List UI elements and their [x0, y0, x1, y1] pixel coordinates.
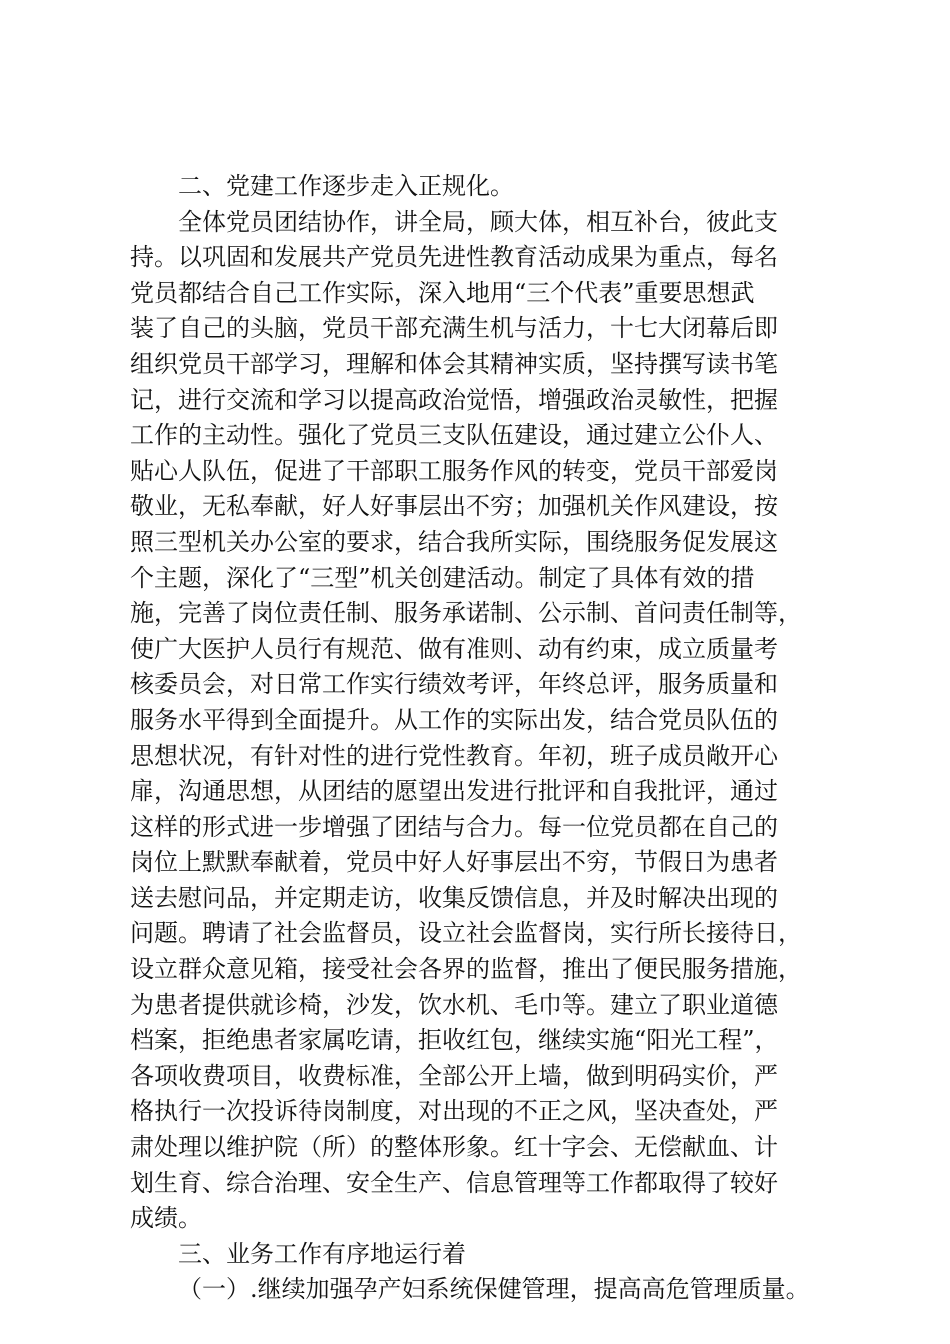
body-line: 工作的主动性。强化了党员三支队伍建设，通过建立公仆人、 [130, 421, 778, 450]
body-line: 扉，沟通思想，从团结的愿望出发进行批评和自我批评，通过 [130, 777, 778, 806]
body-line: 组织党员干部学习，理解和体会其精神实质，坚持撰写读书笔 [130, 349, 778, 378]
body-line: 送去慰问品，并定期走访，收集反馈信息，并及时解决出现的 [130, 883, 778, 912]
body-line: 装了自己的头脑，党员干部充满生机与活力，十七大闭幕后即 [130, 314, 778, 343]
body-line: 成绩。 [130, 1204, 202, 1233]
body-line: 照三型机关办公室的要求，结合我所实际，围绕服务促发展这 [130, 527, 778, 556]
body-line: 肃处理以维护院（所）的整体形象。红十字会、无偿献血、计 [130, 1133, 778, 1162]
body-line: 各项收费项目，收费标准，全部公开上墙，做到明码实价，严 [130, 1061, 778, 1090]
subsection-heading-maternal-care: （一）.继续加强孕产妇系统保健管理，提高高危管理质量。 [178, 1275, 810, 1304]
body-line: 为患者提供就诊椅，沙发，饮水机、毛巾等。建立了职业道德 [130, 990, 778, 1019]
body-line: 党员都结合自己工作实际，深入地用“三个代表”重要思想武 [130, 278, 755, 307]
section-heading-business-work: 三、业务工作有序地运行着 [178, 1239, 466, 1268]
body-line: 划生育、综合治理、安全生产、信息管理等工作都取得了较好 [130, 1168, 778, 1197]
body-line: 使广大医护人员行有规范、做有准则、动有约束，成立质量考 [130, 634, 778, 663]
body-line: 岗位上默默奉献着，党员中好人好事层出不穷，节假日为患者 [130, 848, 778, 877]
body-line: 敬业，无私奉献，好人好事层出不穷；加强机关作风建设，按 [130, 492, 778, 521]
body-line: 个主题，深化了“三型”机关创建活动。制定了具体有效的措 [130, 563, 755, 592]
body-line: 记，进行交流和学习以提高政治觉悟，增强政治灵敏性，把握 [130, 385, 778, 414]
body-line: 问题。聘请了社会监督员，设立社会监督岗，实行所长接待日， [130, 919, 802, 948]
body-line: 这样的形式进一步增强了团结与合力。每一位党员都在自己的 [130, 812, 778, 841]
body-line: 施，完善了岗位责任制、服务承诺制、公示制、首问责任制等， [130, 599, 802, 628]
body-line: 档案，拒绝患者家属吃请，拒收红包，继续实施“阳光工程”， [130, 1026, 779, 1055]
document-body [130, 169, 850, 1308]
body-line: 设立群众意见箱，接受社会各界的监督，推出了便民服务措施， [130, 955, 802, 984]
section-heading-party-building: 二、党建工作逐步走入正规化。 [178, 172, 514, 200]
body-line: 服务水平得到全面提升。从工作的实际出发，结合党员队伍的 [130, 705, 778, 734]
body-line: 贴心人队伍，促进了干部职工服务作风的转变，党员干部爱岗 [130, 456, 778, 485]
body-line: 核委员会，对日常工作实行绩效考评，年终总评，服务质量和 [130, 670, 778, 699]
body-line: 持。以巩固和发展共产党员先进性教育活动成果为重点，每名 [130, 243, 778, 272]
body-line: 全体党员团结协作，讲全局，顾大体，相互补台，彼此支 [178, 207, 778, 236]
body-line: 思想状况，有针对性的进行党性教育。年初，班子成员敞开心 [130, 741, 778, 770]
body-line: 格执行一次投诉待岗制度，对出现的不正之风，坚决查处，严 [130, 1097, 778, 1126]
